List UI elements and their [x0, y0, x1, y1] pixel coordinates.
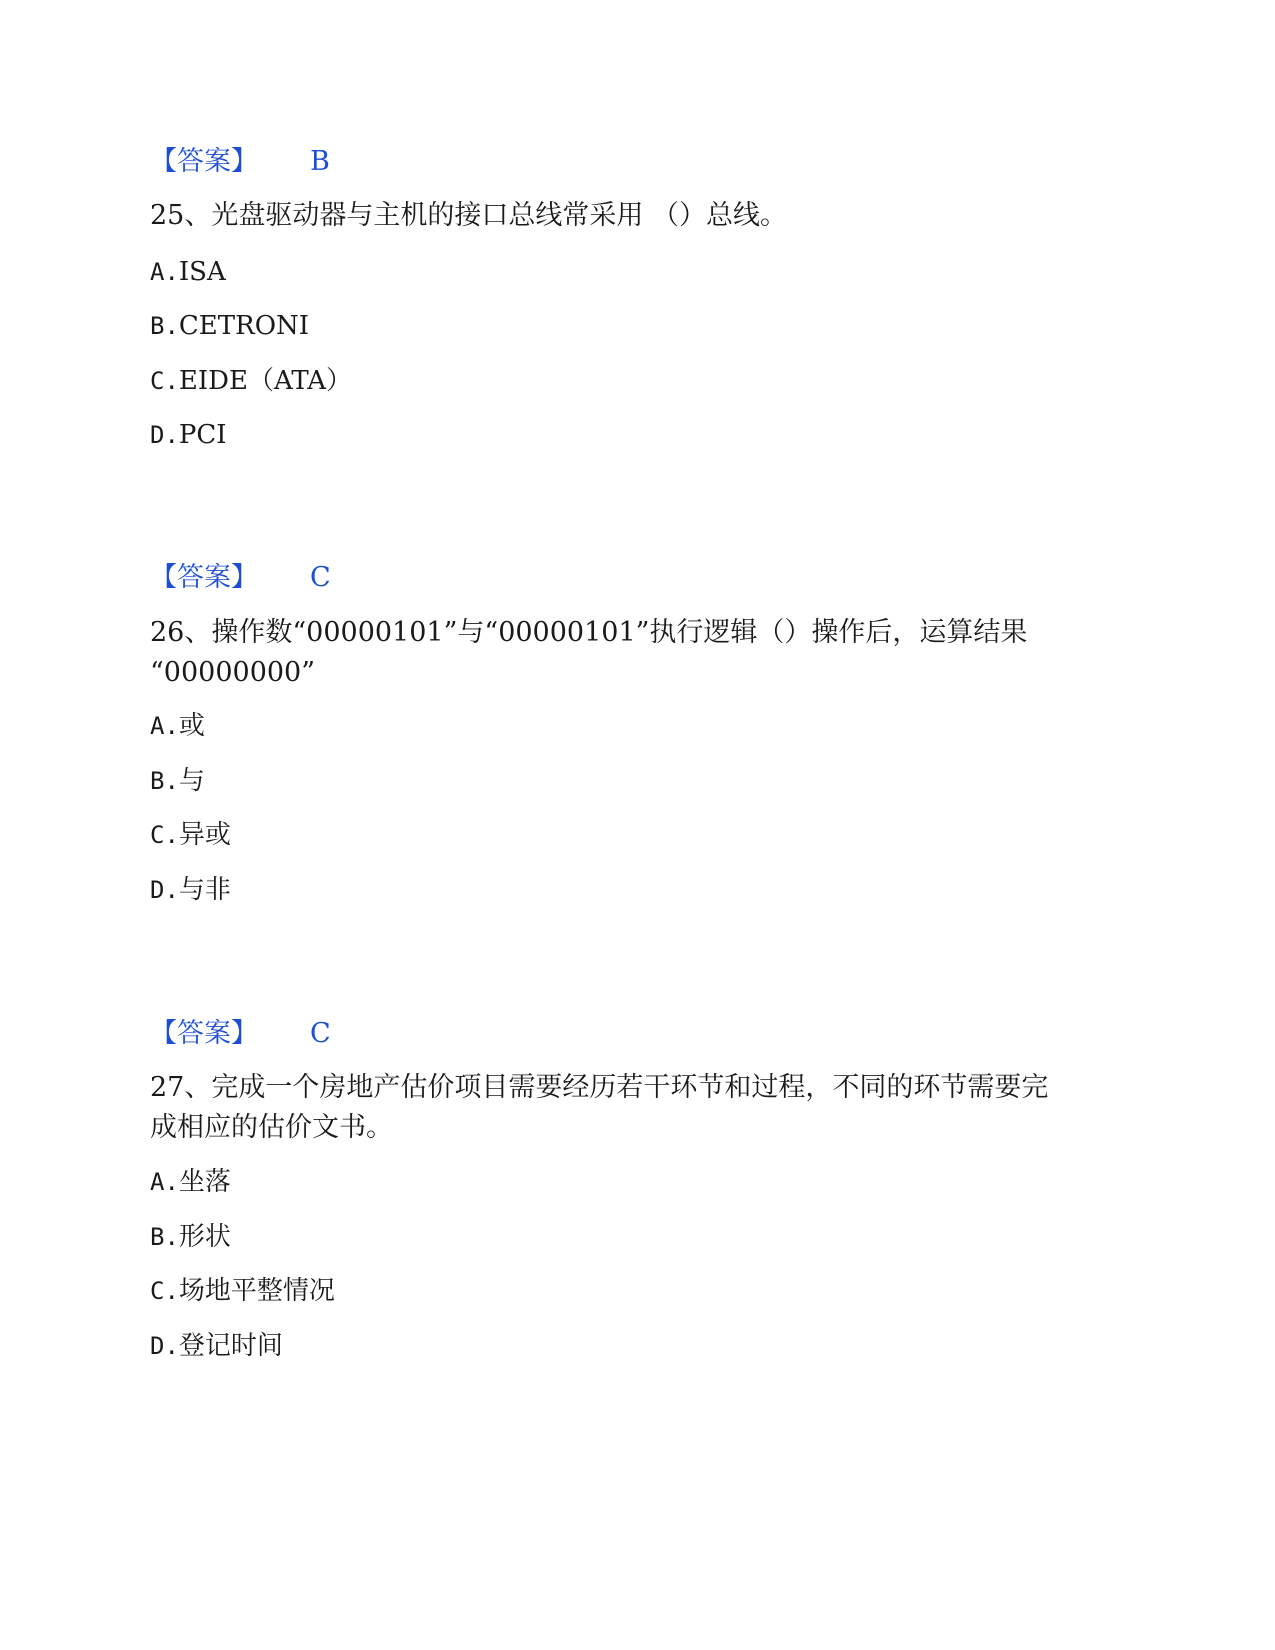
question-27-text-line1: 27、完成一个房地产估价项目需要经历若干环节和过程，不同的环节需要完	[150, 1072, 1049, 1103]
answer-label: 【答案】	[150, 1018, 258, 1049]
answer-value: C	[310, 562, 331, 593]
option-key: D.	[150, 421, 179, 449]
question-26-text-line1: 26、操作数“00000101”与“00000101”执行逻辑（）操作后，运算结果	[150, 617, 1028, 648]
option-text: 登记时间	[178, 1331, 283, 1361]
option-text: CETRONI	[178, 311, 310, 341]
option-key: A.	[150, 712, 179, 740]
option-key: B.	[150, 1223, 179, 1251]
option-text: 坐落	[178, 1167, 231, 1197]
answer-value: C	[310, 1018, 331, 1049]
answer-value: B	[310, 146, 330, 177]
option-a	[150, 1162, 231, 1202]
option-key: B.	[150, 312, 179, 340]
option-b	[150, 761, 205, 801]
question-27-text-line2: 成相应的估价文书。	[150, 1112, 393, 1143]
option-key: C.	[150, 821, 179, 849]
option-d	[150, 415, 227, 455]
option-b	[150, 306, 309, 346]
option-key: A.	[150, 1168, 179, 1196]
option-key: D.	[150, 1332, 179, 1360]
option-a	[150, 252, 226, 292]
option-d	[150, 1326, 283, 1366]
option-text: ISA	[178, 257, 226, 287]
option-key: C.	[150, 367, 179, 395]
answer-label: 【答案】	[150, 562, 258, 593]
option-c	[150, 361, 352, 401]
option-text: PCI	[178, 420, 227, 450]
option-key: C.	[150, 1277, 179, 1305]
option-text: 与	[178, 766, 205, 796]
answer-line	[150, 558, 331, 598]
option-text: 场地平整情况	[178, 1276, 335, 1306]
option-b	[150, 1217, 231, 1257]
question-26-text-line2: “00000000”	[150, 657, 316, 688]
option-text: EIDE（ATA）	[178, 366, 353, 396]
question-25-text: 25、光盘驱动器与主机的接口总线常采用 （）总线。	[150, 200, 787, 231]
option-c	[150, 1271, 335, 1311]
option-text: 与非	[178, 875, 231, 905]
option-key: D.	[150, 876, 179, 904]
answer-line	[150, 1014, 331, 1054]
option-d	[150, 870, 231, 910]
option-a	[150, 706, 205, 746]
option-text: 或	[178, 711, 205, 741]
option-c	[150, 815, 231, 855]
answer-label: 【答案】	[150, 146, 258, 177]
answer-line	[150, 142, 330, 182]
option-text: 异或	[178, 820, 231, 850]
option-key: A.	[150, 258, 179, 286]
option-key: B.	[150, 767, 179, 795]
option-text: 形状	[178, 1222, 231, 1252]
